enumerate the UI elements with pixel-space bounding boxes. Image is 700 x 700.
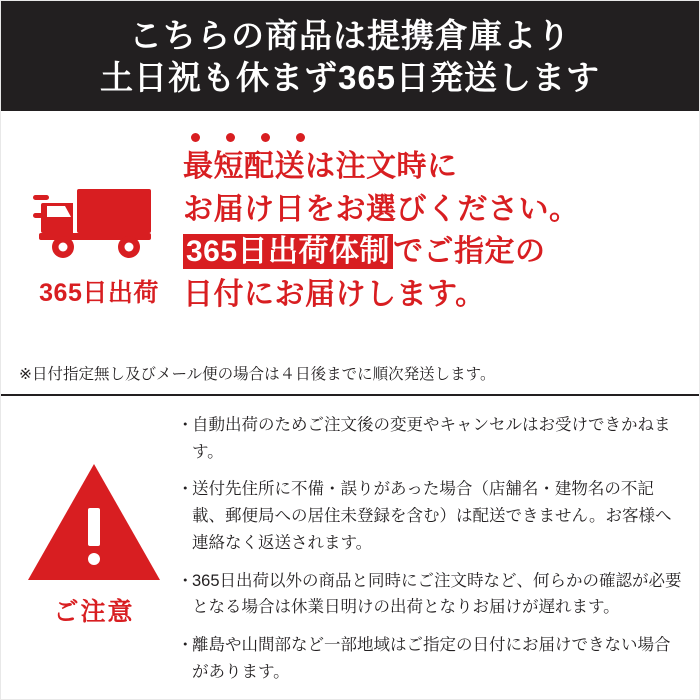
exclamation-bar	[88, 508, 100, 546]
bullet-icon: ・	[177, 636, 194, 655]
header-line-1: こちらの商品は提携倉庫より	[129, 16, 571, 54]
caution-icon-column	[11, 410, 177, 689]
caution-label: ご注意	[53, 598, 135, 626]
delivery-text-column	[183, 121, 685, 360]
exclamation-dot	[88, 553, 100, 565]
list-item	[177, 568, 683, 621]
bullet-icon: ・	[177, 416, 194, 434]
dot-3	[261, 133, 270, 142]
truck-label: 365日出荷	[39, 279, 159, 307]
list-item	[177, 632, 683, 685]
dot-2	[226, 133, 235, 142]
delivery-line-1: 最短配送は注文時に	[183, 150, 458, 183]
header-line-2: 土日祝も休まず365日発送します	[99, 59, 601, 96]
caution-item-text: 自動出荷のためご注文後の変更やキャンセルはお受けできかねます。	[192, 416, 671, 461]
delivery-line-3	[183, 231, 685, 274]
dot-4	[296, 133, 305, 142]
caution-item-text: 365日出荷以外の商品と同時にご注文時など、何らかの確認が必要となる場合は休業日明けの出荷となりお届けが遅れます。	[192, 571, 682, 617]
delivery-line-2: お届け日をお選びください。	[183, 192, 580, 226]
caution-list	[177, 410, 683, 689]
bullet-icon: ・	[177, 571, 194, 590]
caution-item-text: 送付先住所に不備・誤りがあった場合（店舗名・建物名の不記載、郵便局への居住未登録を含む）は配送できません。お客様へ連絡なく返送されます。	[192, 480, 672, 552]
banner-header	[1, 1, 699, 111]
delivery-line-4: 日付にお届けします。	[183, 277, 486, 311]
delivery-note: ※日付指定無し及びメール便の場合は４日後までに順次発送します。	[19, 366, 496, 384]
caution-section	[1, 396, 699, 699]
delivery-section	[1, 111, 699, 396]
delivery-main	[15, 121, 685, 360]
dot-1	[191, 133, 200, 142]
truck-column	[15, 121, 183, 360]
decorative-dots	[191, 133, 685, 142]
bullet-icon: ・	[177, 480, 194, 499]
delivery-line-3-post: でご指定の	[393, 235, 546, 269]
list-item	[177, 412, 683, 465]
list-item	[177, 476, 683, 556]
highlight-365-shipping: 365日出荷体制	[183, 234, 393, 269]
delivery-truck-icon	[33, 173, 165, 265]
warning-triangle-icon	[28, 464, 160, 580]
caution-item-text: 離島や山間部など一部地域はご指定の日付にお届けできない場合があります。	[192, 636, 671, 681]
